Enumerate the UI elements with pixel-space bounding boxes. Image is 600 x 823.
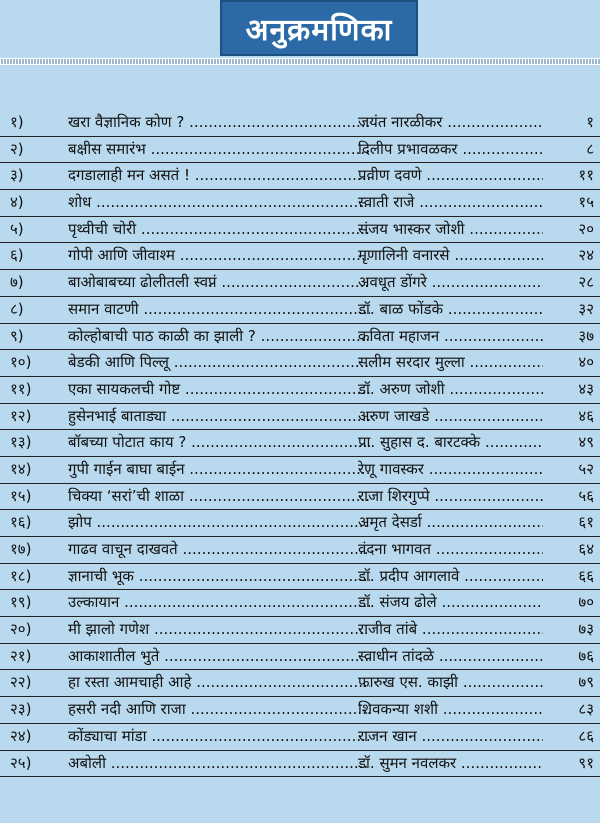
page-title: अनुक्रमणिका — [245, 12, 393, 48]
entry-number: २२) — [10, 673, 32, 692]
entry-number: २) — [10, 139, 24, 158]
entry-page: ४९ — [544, 430, 594, 455]
table-of-contents — [0, 110, 600, 777]
page-title-banner — [220, 0, 418, 56]
entry-number: १९) — [10, 593, 32, 612]
toc-row — [0, 163, 600, 190]
entry-page: २४ — [544, 243, 594, 268]
entry-title: हा रस्ता आमचाही आहे ..... — [68, 670, 370, 695]
toc-row — [0, 190, 600, 217]
entry-title: एका सायकलची गोष्ट ..... — [68, 377, 370, 402]
entry-title: आकाशातील भुते ..... — [68, 644, 370, 669]
entry-author: कविता महाजन ..... — [358, 324, 543, 349]
entry-number: २३) — [10, 700, 32, 719]
entry-number: ६) — [10, 246, 24, 265]
entry-page: ७६ — [544, 644, 594, 669]
entry-author: डॉ. सुमन नवलकर ..... — [358, 751, 543, 776]
toc-row — [0, 484, 600, 511]
entry-number: १७) — [10, 540, 32, 558]
entry-page: ८३ — [544, 697, 594, 722]
entry-page: १५ — [544, 190, 594, 215]
toc-row — [0, 617, 600, 644]
entry-title: अबोली ..... — [68, 751, 370, 776]
entry-number: ८) — [10, 299, 24, 318]
entry-number: १५) — [10, 486, 32, 505]
entry-title: हुसेनभाई बाताड्या ..... — [68, 404, 370, 429]
entry-page: ४३ — [544, 377, 594, 402]
entry-page: ५६ — [544, 484, 594, 509]
entry-author: शिवकन्या शशी ..... — [358, 697, 543, 722]
entry-title: बक्षीस समारंभ ..... — [68, 137, 370, 162]
entry-number: १८) — [10, 566, 32, 585]
entry-title: मी झालो गणेश ..... — [68, 617, 370, 642]
entry-title: चिक्या ‘सरां’ची शाळा ..... — [68, 484, 370, 509]
entry-title: ज्ञानाची भूक ..... — [68, 564, 370, 589]
entry-author: डॉ. अरुण जोशी ..... — [358, 377, 543, 402]
entry-page: ३७ — [544, 324, 594, 349]
entry-author: प्रवीण दवणे ..... — [358, 163, 543, 188]
toc-row — [0, 697, 600, 724]
entry-author: दिलीप प्रभावळकर ..... — [358, 137, 543, 162]
entry-author: स्वाधीन तांदळे ..... — [358, 644, 543, 669]
entry-author: राजा शिरगुप्पे ..... — [358, 484, 543, 509]
entry-number: १२) — [10, 406, 32, 425]
entry-title: उल्कायान ..... — [68, 590, 370, 615]
toc-row — [0, 324, 600, 351]
toc-row — [0, 297, 600, 324]
entry-title: गुपी गाईन बाघा बाईन ..... — [68, 457, 370, 482]
entry-author: डॉ. बाळ फोंडके ..... — [358, 297, 543, 322]
entry-page: २० — [544, 217, 594, 242]
entry-number: १३) — [10, 433, 32, 452]
entry-page: ९१ — [544, 751, 594, 776]
entry-page: २८ — [544, 270, 594, 295]
entry-page: ८६ — [544, 724, 594, 749]
entry-title: खरा वैज्ञानिक कोण ? ..... — [68, 110, 370, 135]
toc-row — [0, 110, 600, 137]
entry-number: २४) — [10, 726, 32, 745]
toc-row — [0, 270, 600, 297]
entry-title: बॉबच्या पोटात काय ? ..... — [68, 430, 370, 455]
toc-row — [0, 377, 600, 404]
toc-row — [0, 510, 600, 537]
entry-number: १६) — [10, 513, 32, 532]
toc-row — [0, 404, 600, 431]
entry-page: १ — [544, 110, 594, 135]
toc-row — [0, 670, 600, 697]
entry-title: दगडालाही मन असतं ! ..... — [68, 163, 370, 188]
entry-title: हसरी नदी आणि राजा ..... — [68, 697, 370, 722]
entry-title: पृथ्वीची चोरी ..... — [68, 217, 370, 242]
entry-number: २१) — [10, 646, 32, 665]
entry-number: १) — [10, 113, 24, 131]
entry-number: १०) — [10, 353, 32, 372]
toc-row — [0, 457, 600, 484]
entry-author: वंदना भागवत ..... — [358, 537, 543, 562]
entry-page: ५२ — [544, 457, 594, 482]
entry-author: सलीम सरदार मुल्ला ..... — [358, 350, 543, 375]
entry-number: ५) — [10, 219, 24, 238]
toc-row — [0, 430, 600, 457]
entry-title: समान वाटणी ..... — [68, 297, 370, 322]
entry-title: झोप ..... — [68, 510, 370, 535]
toc-row — [0, 644, 600, 671]
entry-author: जयंत नारळीकर ..... — [358, 110, 543, 135]
entry-page: ७९ — [544, 670, 594, 695]
entry-title: गाढव वाचून दाखवते ..... — [68, 537, 370, 562]
entry-author: संजय भास्कर जोशी ..... — [358, 217, 543, 242]
entry-number: ४) — [10, 193, 24, 212]
entry-page: ६१ — [544, 510, 594, 535]
entry-number: २५) — [10, 753, 32, 772]
entry-title: बाओबाबच्या ढोलीतली स्वप्नं ..... — [68, 270, 370, 295]
entry-author: डॉ. प्रदीप आगलावे ..... — [358, 564, 543, 589]
entry-number: २०) — [10, 620, 32, 639]
entry-author: स्वाती राजे ..... — [358, 190, 543, 215]
entry-author: फारुख एस. काझी ..... — [358, 670, 543, 695]
entry-page: ११ — [544, 163, 594, 188]
toc-row — [0, 724, 600, 751]
entry-page: ६६ — [544, 564, 594, 589]
toc-row — [0, 537, 600, 564]
entry-title: गोपी आणि जीवाश्म ..... — [68, 243, 370, 268]
entry-page: ४६ — [544, 404, 594, 429]
entry-page: ६४ — [544, 537, 594, 562]
toc-row — [0, 564, 600, 591]
entry-title: कोल्होबाची पाठ काळी का झाली ? ..... — [68, 324, 370, 349]
toc-row — [0, 217, 600, 244]
entry-author: डॉ. संजय ढोले ..... — [358, 590, 543, 615]
entry-author: राजीव तांबे ..... — [358, 617, 543, 642]
entry-author: अमृत देसर्डा ..... — [358, 510, 543, 535]
divider — [0, 58, 600, 65]
entry-page: ८ — [544, 137, 594, 162]
entry-author: अरुण जाखडे ..... — [358, 404, 543, 429]
entry-author: राजन खान ..... — [358, 724, 543, 749]
entry-page: ७३ — [544, 617, 594, 642]
entry-page: ३२ — [544, 297, 594, 322]
toc-row — [0, 350, 600, 377]
entry-page: ७० — [544, 590, 594, 615]
entry-number: ९) — [10, 326, 24, 345]
entry-number: १४) — [10, 459, 32, 478]
entry-title: बेडकी आणि पिल्लू ..... — [68, 350, 370, 375]
entry-author: अवधूत डोंगरे ..... — [358, 270, 543, 295]
toc-row — [0, 243, 600, 270]
entry-author: मृणालिनी वनारसे ..... — [358, 243, 543, 268]
entry-number: ११) — [10, 379, 32, 398]
entry-number: ३) — [10, 166, 24, 185]
toc-row — [0, 751, 600, 778]
entry-author: रेणू गावस्कर ..... — [358, 457, 543, 482]
toc-row — [0, 590, 600, 617]
entry-page: ४० — [544, 350, 594, 375]
entry-number: ७) — [10, 273, 24, 292]
toc-row — [0, 137, 600, 164]
entry-title: शोध ..... — [68, 190, 370, 215]
entry-title: कोंड्याचा मांडा ..... — [68, 724, 370, 749]
entry-author: प्रा. सुहास द. बारटक्के ..... — [358, 430, 543, 455]
